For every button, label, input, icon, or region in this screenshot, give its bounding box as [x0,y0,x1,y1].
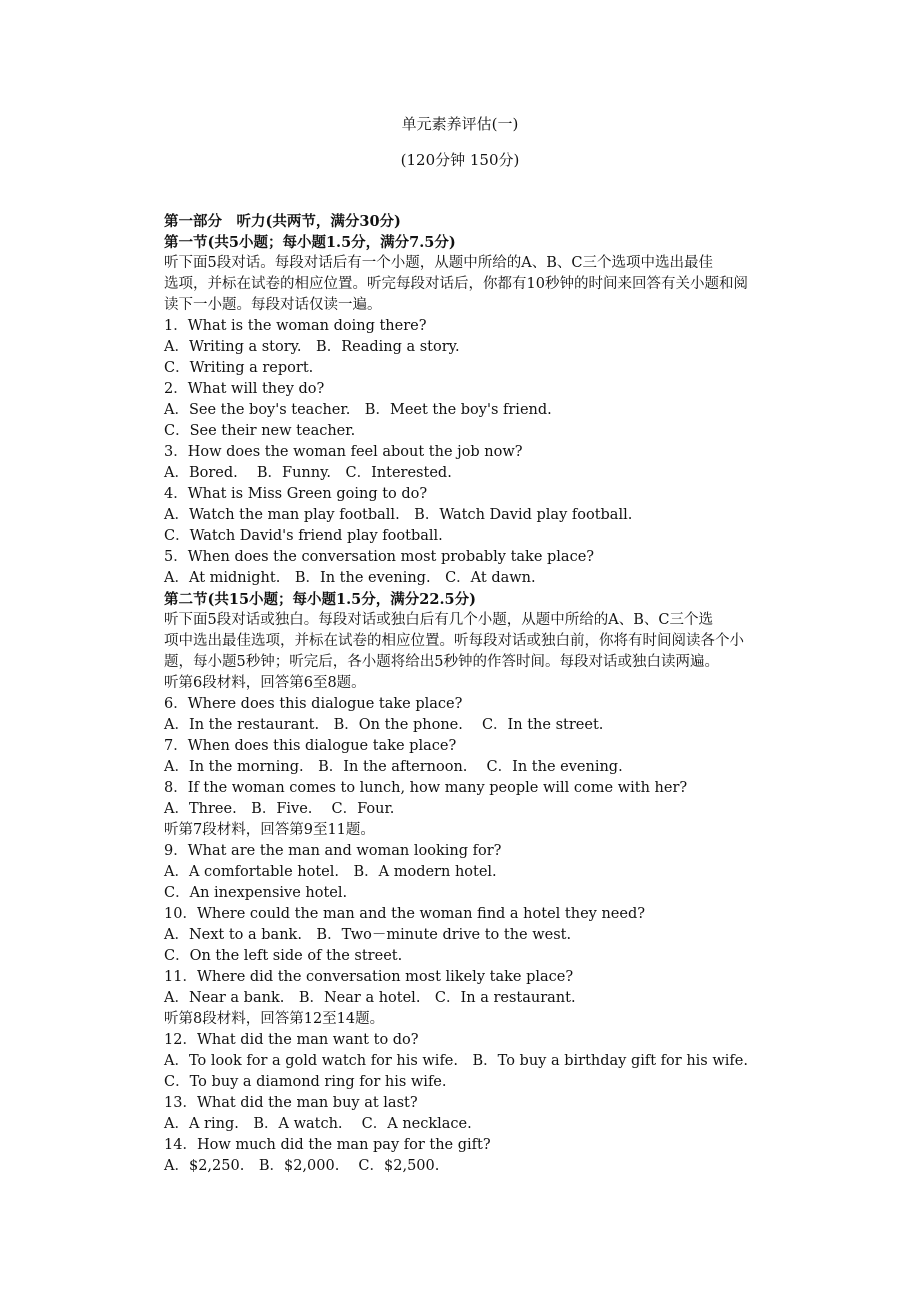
material-intro: 听第7段材料，回答第9至11题。 [164,822,375,838]
document-body [164,211,790,1177]
question-line: 11．Where did the conversation most likely take place? [164,969,574,985]
question-line: 3．How does the woman feel about the job now? [164,444,523,460]
options-line: A．Writing a story. B．Reading a story. [164,339,460,355]
options-line: C．To buy a diamond ring for his wife. [164,1074,447,1090]
options-line: A．To look for a gold watch for his wife. B．To buy a birthday gift for his wife. [164,1053,748,1069]
options-line: C．Watch David's friend play football. [164,528,443,544]
options-line: A．Watch the man play football. B．Watch David play football. [164,507,633,523]
section1-instructions-line: 听下面5段对话。每段对话后有一个小题，从题中所给的A、B、C三个选项中选出最佳 [164,255,713,271]
part1-heading: 第一部分 听力(共两节，满分30分) [164,213,401,230]
question-line: 7．When does this dialogue take place? [164,738,457,754]
options-line: A．Next to a bank. B．Two－minute drive to the west. [164,927,572,943]
options-line: A．Near a bank. B．Near a hotel. C．In a restaurant. [164,990,576,1006]
question-line: 8．If the woman comes to lunch, how many people will come with her? [164,780,688,796]
question-line: 14．How much did the man pay for the gift? [164,1137,491,1153]
options-line: A．Bored. B．Funny. C．Interested. [164,465,452,481]
options-line: A．A comfortable hotel. B．A modern hotel. [164,864,497,880]
options-line: A．$2,250. B．$2,000. C．$2,500. [164,1158,440,1174]
question-line: 6．Where does this dialogue take place? [164,696,463,712]
options-line: A．See the boy's teacher. B．Meet the boy's friend. [164,402,552,418]
question-line: 1．What is the woman doing there? [164,318,427,334]
question-line: 10．Where could the man and the woman find a hotel they need? [164,906,646,922]
section2-instructions-line: 项中选出最佳选项，并标在试卷的相应位置。听每段对话或独白前，你将有时间阅读各个小 [164,633,744,649]
options-line: C．An inexpensive hotel. [164,885,348,901]
page-subtitle: (120分钟 150分) [400,151,520,169]
question-line: 12．What did the man want to do? [164,1032,419,1048]
question-line: 4．What is Miss Green going to do? [164,486,428,502]
section1-instructions-line: 选项，并标在试卷的相应位置。听完每段对话后，你都有10秒钟的时间来回答有关小题和阅 [164,276,748,292]
question-line: 2．What will they do? [164,381,325,397]
options-line: A．Three. B．Five. C．Four. [164,801,395,817]
question-line: 5．When does the conversation most probably take place? [164,549,595,565]
section1-instructions-line: 读下一小题。每段对话仅读一遍。 [164,297,382,313]
material-intro: 听第6段材料，回答第6至8题。 [164,675,366,691]
page-title: 单元素养评估(一) [401,115,519,133]
options-line: A．At midnight. B．In the evening. C．At dawn. [164,570,536,586]
question-line: 9．What are the man and woman looking for? [164,843,502,859]
options-line: A．A ring. B．A watch. C．A necklace. [164,1116,472,1132]
material-intro: 听第8段材料，回答第12至14题。 [164,1011,385,1027]
options-line: C．Writing a report. [164,360,314,376]
section1-heading: 第一节(共5小题；每小题1.5分，满分7.5分) [164,234,456,251]
options-line: A．In the morning. B．In the afternoon. C．In the evening. [164,759,623,775]
options-line: A．In the restaurant. B．On the phone. C．In the street. [164,717,604,733]
question-line: 13．What did the man buy at last? [164,1095,418,1111]
section2-instructions-line: 题，每小题5秒钟；听完后，各小题将给出5秒钟的作答时间。每段对话或独白读两遍。 [164,654,719,670]
options-line: C．See their new teacher. [164,423,356,439]
options-line: C．On the left side of the street. [164,948,403,964]
section2-heading: 第二节(共15小题；每小题1.5分，满分22.5分) [164,591,476,608]
section2-instructions-line: 听下面5段对话或独白。每段对话或独白后有几个小题，从题中所给的A、B、C三个选 [164,612,713,628]
